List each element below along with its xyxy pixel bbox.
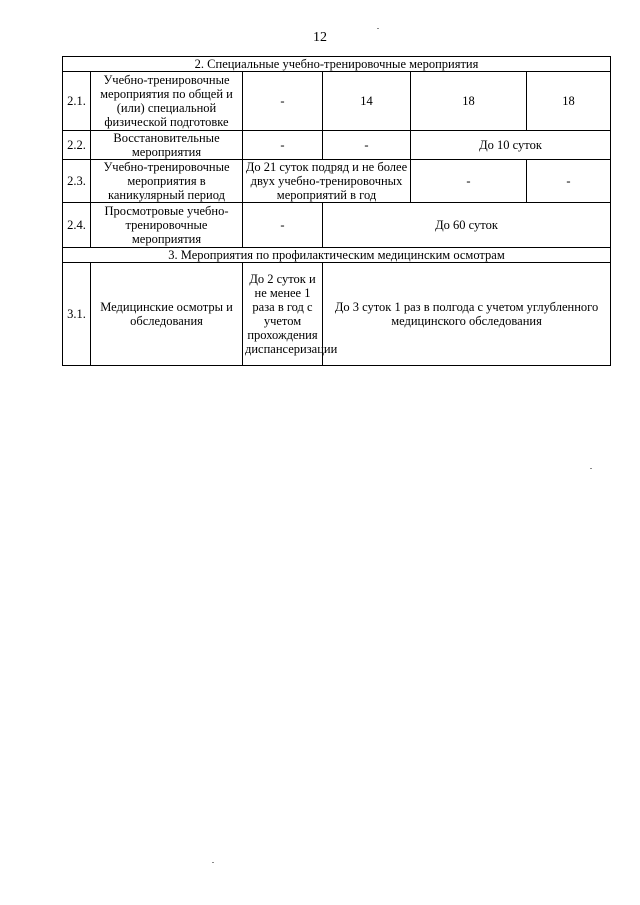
table-row <box>63 131 611 160</box>
section-3-title: 3. Мероприятия по профилактическим медицинским осмотрам <box>63 248 611 263</box>
cell-value: - <box>527 160 611 203</box>
cell-value: До 2 суток и не менее 1 раза в год с учетом прохождения диспансеризации <box>243 263 323 366</box>
row-number: 2.2. <box>63 131 91 160</box>
section-2-header <box>63 57 611 72</box>
cell-value: - <box>411 160 527 203</box>
cell-value: 18 <box>411 72 527 131</box>
section-2-title: 2. Специальные учебно-тренировочные мероприятия <box>63 57 611 72</box>
row-name: Медицинские осмотры и обследования <box>91 263 243 366</box>
table-row <box>63 203 611 248</box>
row-number: 2.3. <box>63 160 91 203</box>
row-name: Учебно-тренировочные мероприятия по общей и (или) специальной физической подготовке <box>91 72 243 131</box>
cell-value: - <box>243 131 323 160</box>
scan-speck <box>590 468 592 469</box>
cell-value: 18 <box>527 72 611 131</box>
row-number: 2.4. <box>63 203 91 248</box>
cell-merged: До 60 суток <box>323 203 611 248</box>
cell-merged: До 10 суток <box>411 131 611 160</box>
page-number: 12 <box>313 30 327 45</box>
row-name: Просмотровые учебно-тренировочные мероприятия <box>91 203 243 248</box>
cell-merged: До 21 суток подряд и не более двух учебно-тренировочных мероприятий в год <box>243 160 411 203</box>
row-name: Восстановительные мероприятия <box>91 131 243 160</box>
table-row <box>63 263 611 366</box>
row-name: Учебно-тренировочные мероприятия в каникулярный период <box>91 160 243 203</box>
cell-value: - <box>243 72 323 131</box>
events-table <box>62 56 611 366</box>
cell-merged: До 3 суток 1 раз в полгода с учетом углубленного медицинского обследования <box>323 263 611 366</box>
row-number: 2.1. <box>63 72 91 131</box>
scan-speck <box>212 862 214 863</box>
table-row <box>63 160 611 203</box>
cell-value: - <box>243 203 323 248</box>
section-3-header <box>63 248 611 263</box>
cell-value: - <box>323 131 411 160</box>
cell-value: 14 <box>323 72 411 131</box>
row-number: 3.1. <box>63 263 91 366</box>
scan-speck <box>377 28 379 29</box>
table-row <box>63 72 611 131</box>
